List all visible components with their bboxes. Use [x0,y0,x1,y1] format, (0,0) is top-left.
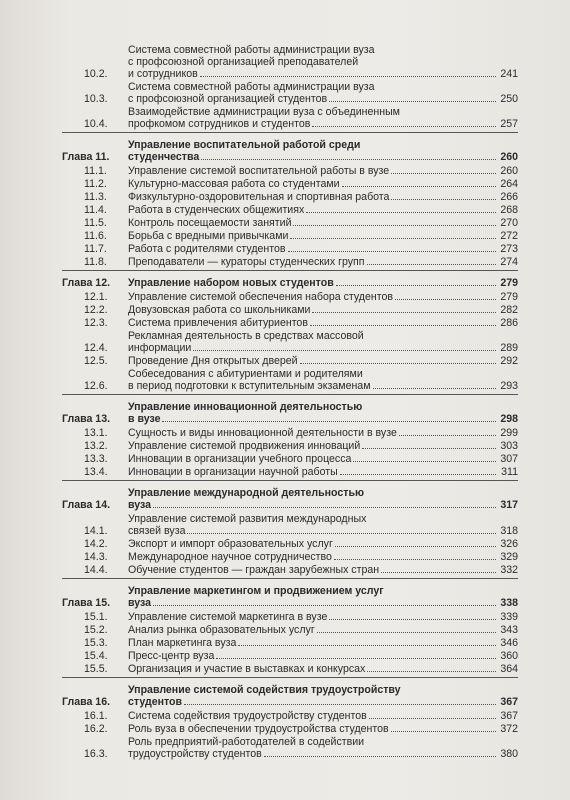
toc-title-line: вуза [128,499,152,511]
toc-title-line: вуза [128,597,152,609]
toc-page-number: 282 [500,304,518,316]
dot-leader [342,186,496,187]
toc-title-line: Организация и участие в выставках и конкурсах [128,663,366,675]
toc-section-row [62,317,518,329]
toc-entry-number: 14.1. [84,525,108,537]
toc-page-number: 286 [500,317,518,329]
dot-leader [200,76,496,77]
toc-page-number: 367 [500,710,518,722]
toc-section-row [62,611,518,623]
toc-page-number: 279 [500,291,518,303]
toc-page-number: 303 [500,440,518,452]
toc-title-line: в вузе [128,413,161,425]
toc-entry-number: 12.2. [84,304,108,316]
toc-page-number: 318 [500,525,518,537]
toc-entry-title [128,637,518,649]
toc-entry-title [128,487,518,511]
toc-page-number: 339 [500,611,518,623]
toc-entry-title [128,139,518,163]
toc-page-number: 380 [500,748,518,760]
toc-entry-number: 13.2. [84,440,108,452]
toc-page-number: 272 [500,230,518,242]
toc-title-line: студенчества [128,151,200,163]
toc-entry-title [128,427,518,439]
dot-leader [391,199,496,200]
toc-entry-number: 13.1. [84,427,108,439]
toc-title-line: Управление системой обеспечения набора студентов [128,291,393,303]
toc-entry-title [128,243,518,255]
toc-title-line: Управление системой маркетинга в вузе [128,611,328,623]
toc-entry-title [128,355,518,367]
toc-entry-title [128,368,518,392]
chapter-separator [62,132,518,134]
dot-leader [329,101,496,102]
toc-section-row [62,81,518,105]
toc-title-line: Рекламная деятельность в средствах массовой [128,330,364,342]
dot-leader [362,448,496,449]
toc-section-row [62,663,518,675]
chapter-separator [62,677,518,679]
toc-section-row [62,513,518,537]
toc-title-line: Инновации в организации научной работы [128,466,338,478]
toc-entry-number: Глава 11. [62,151,110,163]
toc-entry-number: 12.6. [84,380,108,392]
toc-entry-title [128,585,518,609]
toc-entry-number: 16.2. [84,723,108,735]
toc-section-row [62,204,518,216]
dot-leader [367,671,496,672]
toc-section-row [62,191,518,203]
dot-leader [391,731,496,732]
toc-title-line: Обучение студентов — граждан зарубежных стран [128,564,380,576]
toc-page-number: 273 [500,243,518,255]
toc-title-line: Управление воспитательной работой среди [128,139,361,151]
dot-leader [373,388,497,389]
toc-title-line: Система совместной работы администрации вуза [128,44,375,56]
toc-page-number: 260 [500,165,518,177]
toc-entry-title [128,453,518,465]
toc-page-number: 343 [500,624,518,636]
toc-section-row [62,304,518,316]
toc-title-line: Роль вуза в обеспечении трудоустройства студентов [128,723,389,735]
dot-leader [290,238,496,239]
toc-title-line: Управление маркетингом и продвижением услуг [128,585,384,597]
toc-title-line: трудоустройству студентов [128,748,262,760]
dot-leader [340,474,496,475]
toc-entry-number: Глава 13. [62,413,111,425]
dot-leader [153,605,496,606]
toc-section-row [62,230,518,242]
toc-entry-number: 15.1. [84,611,108,623]
toc-entry-title [128,513,518,537]
toc-page-number: 332 [500,564,518,576]
toc-entry-number: 11.6. [84,230,107,242]
dot-leader [399,435,496,436]
toc-chapter-row [62,684,518,708]
dot-leader [334,559,496,560]
toc-title-line: в период подготовки к вступительным экзаменам [128,380,371,392]
toc-title-line: и сотрудников [128,68,198,80]
chapter-separator [62,578,518,580]
toc-chapter-row [62,277,518,289]
toc-section-row [62,723,518,735]
dot-leader [395,299,496,300]
toc-entry-number: 15.2. [84,624,108,636]
toc-title-line: с профсоюзной организацией преподавателей [128,56,359,68]
toc-page-number: 293 [500,380,518,392]
toc-title-line: Система содействия трудоустройству студентов [128,710,367,722]
toc-title-line: Сущность и виды инновационной деятельности в вузе [128,427,397,439]
dot-leader [367,264,497,265]
dot-leader [306,212,496,213]
toc-entry-title [128,204,518,216]
toc-entry-title [128,684,518,708]
toc-title-line: Управление набором новых студентов [128,277,334,289]
toc-chapter-row [62,585,518,609]
toc-section-row [62,440,518,452]
toc-title-line: Работа в студенческих общежитиях [128,204,305,216]
toc-entry-number: 14.2. [84,538,108,550]
dot-leader [153,507,496,508]
toc-section-row [62,355,518,367]
toc-entry-title [128,401,518,425]
toc-entry-number: 16.1. [84,710,108,722]
toc-entry-title [128,538,518,550]
toc-entry-number: 13.4. [84,466,108,478]
toc-page-number: 367 [500,696,518,708]
toc-page-number: 346 [500,637,518,649]
toc-entry-title [128,551,518,563]
toc-page-number: 274 [500,256,518,268]
toc-title-line: Культурно-массовая работа со студентами [128,178,340,190]
toc-title-line: Взаимодействие администрации вуза с объединенным [128,106,400,118]
toc-title-line: Пресс-центр вуза [128,650,215,662]
toc-entry-number: 11.7. [84,243,107,255]
toc-title-line: Физкультурно-оздоровительная и спортивная работа [128,191,390,203]
toc-title-line: студентов [128,696,183,708]
dot-leader [317,632,496,633]
toc-entry-title [128,165,518,177]
toc-page-number: 264 [500,178,518,190]
toc-entry-number: 11.1. [84,165,107,177]
dot-leader [391,173,496,174]
toc-section-row [62,256,518,268]
toc-entry-number: 11.2. [84,178,107,190]
toc-entry-number: 15.4. [84,650,108,662]
toc-page-number: 338 [500,597,518,609]
dot-leader [162,421,496,422]
toc-page-number: 360 [500,650,518,662]
toc-title-line: Управление системой содействия трудоустройству [128,684,401,696]
dot-leader [336,285,496,286]
dot-leader [293,225,496,226]
toc-title-line: Управление системой развития международных [128,513,367,525]
chapter-separator [62,270,518,272]
toc-section-row [62,650,518,662]
toc-entry-number: 12.1. [84,291,108,303]
toc-entry-title [128,624,518,636]
dot-leader [264,756,496,757]
toc-entry-title [128,217,518,229]
toc-entry-number: 11.3. [84,191,107,203]
toc-section-row [62,291,518,303]
toc-page-number: 279 [500,277,518,289]
toc-title-line: Международное научное сотрудничество [128,551,332,563]
toc-section-row [62,637,518,649]
toc-page-number: 266 [500,191,518,203]
toc-title-line: с профсоюзной организацией студентов [128,93,328,105]
toc-title-line: профкомом сотрудников и студентов [128,118,311,130]
dot-leader [193,350,496,351]
toc-chapter-row [62,487,518,511]
toc-title-line: Проведение Дня открытых дверей [128,355,298,367]
toc-entry-title [128,317,518,329]
toc-page-number: 292 [500,355,518,367]
dot-leader [335,546,496,547]
toc-title-line: Инновации в организации учебного процесса [128,453,352,465]
toc-section-row [62,368,518,392]
dot-leader [381,572,496,573]
dot-leader [312,126,496,127]
toc-entry-title [128,191,518,203]
toc-entry-number: 14.4. [84,564,108,576]
toc-section-row [62,736,518,760]
toc-section-row [62,44,518,80]
dot-leader [184,704,496,705]
toc-title-line: Управление системой продвижения инноваций [128,440,361,452]
toc-title-line: Роль предприятий-работодателей в содействии [128,736,365,748]
toc-entry-number: 11.4. [84,204,107,216]
toc-section-row [62,106,518,130]
toc-title-line: Экспорт и импорт образовательных услуг [128,538,333,550]
toc-page-number: 298 [500,413,518,425]
toc-entry-title [128,330,518,354]
toc-entry-number: 15.3. [84,637,108,649]
toc-entry-title [128,466,518,478]
toc-page-number: 241 [500,68,518,80]
toc-entry-title [128,277,518,289]
toc-entry-title [128,723,518,735]
toc-section-row [62,330,518,354]
toc-section-row [62,466,518,478]
toc-entry-title [128,611,518,623]
toc-title-line: Преподаватели — кураторы студенческих групп [128,256,365,268]
toc-entry-title [128,650,518,662]
chapter-separator [62,394,518,396]
toc-entry-title [128,106,518,130]
dot-leader [329,619,496,620]
dot-leader [238,645,496,646]
toc-entry-number: 15.5. [84,663,108,675]
toc-page-number: 364 [500,663,518,675]
toc-entry-title [128,230,518,242]
toc-title-line: Система привлечения абитуриентов [128,317,308,329]
toc-page-number: 307 [500,453,518,465]
dot-leader [216,658,496,659]
toc-entry-number: Глава 15. [62,597,111,609]
dot-leader [187,533,496,534]
toc-title-line: Управление инновационной деятельностью [128,401,363,413]
toc-entry-number: 12.3. [84,317,108,329]
toc-section-row [62,624,518,636]
dot-leader [310,325,496,326]
dot-leader [300,363,496,364]
toc-section-row [62,710,518,722]
dot-leader [201,159,496,160]
toc-section-row [62,165,518,177]
toc-page-number: 289 [500,342,518,354]
toc-title-line: Работа с родителями студентов [128,243,286,255]
toc-entry-number: 12.5. [84,355,108,367]
toc-title-line: Управление международной деятельностью [128,487,365,499]
toc-page-number: 257 [500,118,518,130]
dot-leader [312,312,496,313]
toc-entry-number: 13.3. [84,453,108,465]
toc-entry-title [128,440,518,452]
toc-chapter-row [62,401,518,425]
toc-entry-title [128,81,518,105]
toc-entry-title [128,256,518,268]
toc-entry-number: Глава 12. [62,277,111,289]
toc-entry-number: 16.3. [84,748,108,760]
toc-entry-number: 14.3. [84,551,108,563]
toc-page-number: 326 [500,538,518,550]
toc-entry-number: 11.5. [84,217,107,229]
toc-chapter-row [62,139,518,163]
toc-page-number: 317 [500,499,518,511]
toc-entry-title [128,291,518,303]
toc-title-line: информации [128,342,192,354]
toc-section-row [62,243,518,255]
toc-entry-number: 10.4. [84,118,108,130]
toc-page-number: 270 [500,217,518,229]
toc-title-line: Управление системой воспитательной работы в вузе [128,165,390,177]
toc-entry-number: Глава 14. [62,499,111,511]
toc-entry-title [128,564,518,576]
toc-section-row [62,217,518,229]
toc-page-number: 299 [500,427,518,439]
toc-title-line: Анализ рынка образовательных услуг [128,624,315,636]
toc-title-line: связей вуза [128,525,186,537]
toc-page-number: 268 [500,204,518,216]
toc-entry-title [128,736,518,760]
dot-leader [353,461,496,462]
toc-entry-number: 11.8. [84,256,107,268]
toc-entry-number: 10.3. [84,93,108,105]
chapter-separator [62,480,518,482]
toc-section-row [62,178,518,190]
toc-page-number: 260 [500,151,518,163]
toc-page-number: 311 [501,466,518,478]
toc-entry-title [128,44,518,80]
toc-page-number: 372 [500,723,518,735]
toc-entry-number: Глава 16. [62,696,111,708]
toc-title-line: Борьба с вредными привычками [128,230,289,242]
toc-title-line: План маркетинга вуза [128,637,237,649]
toc-entry-title [128,178,518,190]
toc-title-line: Контроль посещаемости занятий [128,217,292,229]
toc-title-line: Довузовская работа со школьниками [128,304,311,316]
toc-section-row [62,538,518,550]
toc-title-line: Система совместной работы администрации вуза [128,81,375,93]
toc-page-number: 250 [500,93,518,105]
toc-section-row [62,564,518,576]
table-of-contents [62,44,518,761]
toc-section-row [62,453,518,465]
dot-leader [288,251,496,252]
toc-entry-number: 10.2. [84,68,108,80]
dot-leader [369,718,496,719]
toc-section-row [62,427,518,439]
toc-section-row [62,551,518,563]
toc-page-number: 329 [500,551,518,563]
toc-entry-title [128,663,518,675]
toc-title-line: Собеседования с абитуриентами и родителями [128,368,363,380]
toc-entry-title [128,304,518,316]
toc-entry-number: 12.4. [84,342,108,354]
toc-entry-title [128,710,518,722]
